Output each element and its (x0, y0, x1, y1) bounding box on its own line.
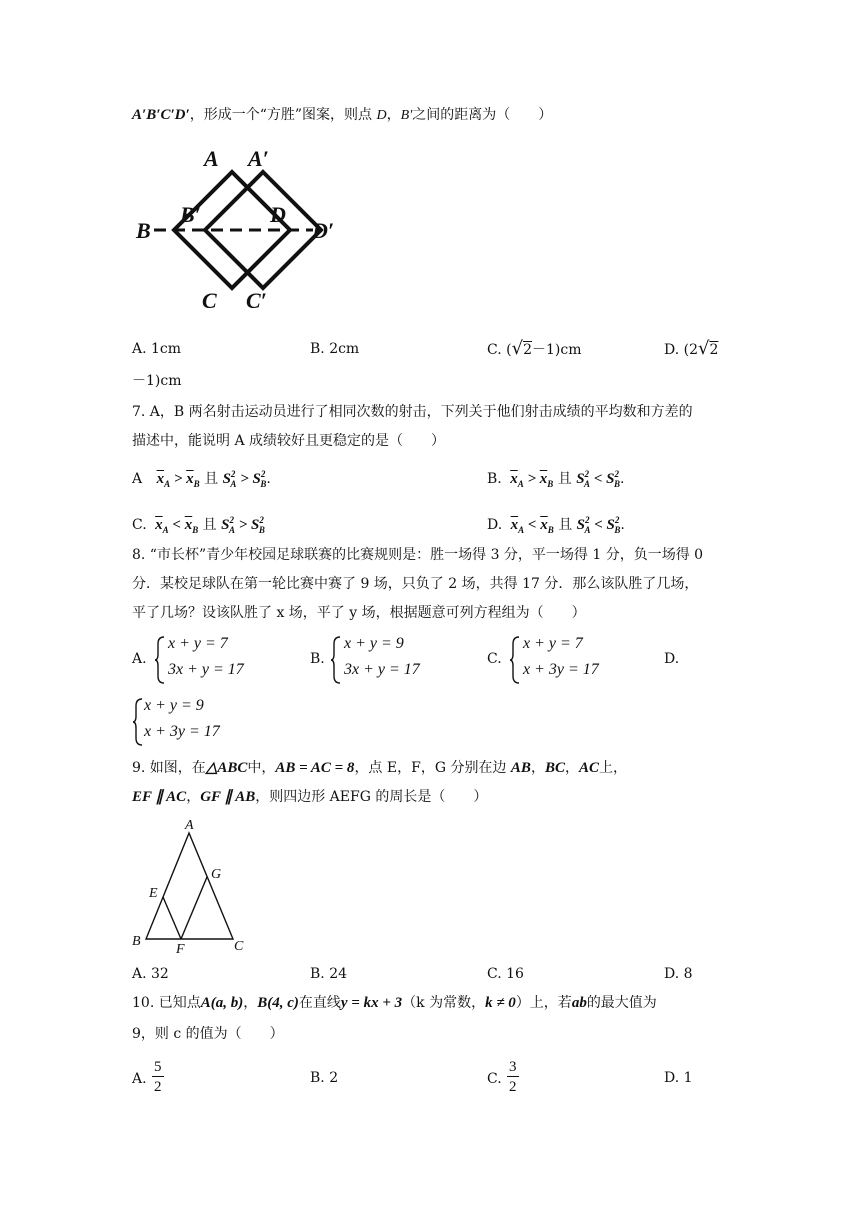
q10-option-d[interactable]: D. 1 (664, 1070, 693, 1086)
q6-label-c: C (202, 288, 217, 313)
q9-text-line1: 9. 如图，在△ABC中，AB = AC = 8，点 E，F，G 分别在边 AB，BC，AC上， (132, 760, 627, 776)
q9-label-b: B (132, 934, 141, 949)
q7-option-d[interactable]: D. $\overline{x}_A < \overline{x}_B$ 且 $S^2_A < S^2_B$. (487, 515, 625, 535)
q6-option-a[interactable]: A. 1cm (132, 341, 182, 357)
q6-label-b: B (136, 218, 151, 243)
q10-text-line2: 9，则 c 的值为（ ） (132, 1026, 284, 1042)
q8-text-line1: 8. “市长杯”青少年校园足球联赛的比赛规则是：胜一场得 3 分，平一场得 1 分，负一场得 0 (132, 547, 704, 563)
q8-option-d[interactable]: x + y = 9 x + 3y = 17 (132, 696, 282, 748)
q6-label-b2: B′ (180, 202, 201, 227)
q6-option-d[interactable]: D. (2√2 (664, 338, 719, 359)
q6-label-a: A (204, 146, 219, 171)
q9-option-b[interactable]: B. 24 (310, 966, 348, 982)
q6-label-c2: C′ (246, 288, 267, 313)
q10-option-c[interactable]: C. $\frac{3}{2}$ (487, 1059, 517, 1095)
q9-label-c: C (234, 939, 244, 954)
q9-figure (130, 815, 260, 955)
q6-label-d: D (270, 202, 286, 227)
q9-option-d[interactable]: D. 8 (664, 966, 693, 982)
q10-option-a[interactable]: A. $\frac{5}{2}$ (132, 1059, 162, 1095)
q7-option-b[interactable]: B. $\overline{x}_A > \overline{x}_B$ 且 $S^2_A < S^2_B$. (487, 469, 625, 489)
q7-text-line1: 7. A，B 两名射击运动员进行了相同次数的射击，下列关于他们射击成绩的平均数和方差的 (132, 404, 693, 420)
q7-text-line2: 描述中，能说明 A 成绩较好且更稳定的是（ ） (132, 433, 446, 449)
q8-option-c[interactable]: C. x + y = 7 x + 3y = 17 (487, 634, 637, 686)
q9-label-g: G (211, 867, 222, 882)
q6-option-d-wrap: －1)cm (132, 373, 182, 389)
q7-option-a[interactable]: A $\overline{x}_A > \overline{x}_B$ 且 $S^2_A > S^2_B$. (132, 469, 271, 489)
q10-option-b[interactable]: B. 2 (310, 1070, 339, 1086)
q9-label-f: F (176, 942, 185, 955)
q7-option-c[interactable]: C. $\overline{x}_A < \overline{x}_B$ 且 $S^2_A > S^2_B$ (132, 515, 265, 535)
q9-option-c[interactable]: C. 16 (487, 966, 524, 982)
q8-option-d-label[interactable]: D. (664, 651, 680, 667)
q9-text-line2: EF ∥ AC，GF ∥ AB，则四边形 AEFG 的周长是（ ） (132, 789, 488, 805)
q6-label-a2: A′ (248, 146, 269, 171)
q6-square-name: A′B′C′D′ (132, 107, 190, 123)
q8-option-a[interactable]: A. x + y = 7 3x + y = 17 (132, 634, 282, 686)
q9-label-e: E (149, 886, 158, 901)
q9-option-a[interactable]: A. 32 (132, 966, 169, 982)
q6-option-c[interactable]: C. (√2－1)cm (487, 338, 582, 359)
q10-text-line1: 10. 已知点A(a, b)，B(4, c)在直线y = kx + 3（k 为常数，k ≠ 0）上，若ab的最大值为 (132, 995, 657, 1011)
q6-label-d2: D′ (312, 218, 335, 243)
q8-text-line2: 分．某校足球队在第一轮比赛中赛了 9 场，只负了 2 场，共得 17 分．那么该队胜了几场， (132, 576, 699, 592)
q6-option-b[interactable]: B. 2cm (310, 341, 360, 357)
q8-text-line3: 平了几场？设该队胜了 x 场，平了 y 场，根据题意可列方程组为（ ） (132, 605, 586, 621)
q8-option-b[interactable]: B. x + y = 9 3x + y = 17 (310, 634, 460, 686)
q9-label-a: A (185, 818, 194, 833)
q6-figure (132, 140, 372, 320)
q6-intro: A′B′C′D′，形成一个“方胜”图案，则点 D，B′之间的距离为（ ） (132, 107, 553, 123)
